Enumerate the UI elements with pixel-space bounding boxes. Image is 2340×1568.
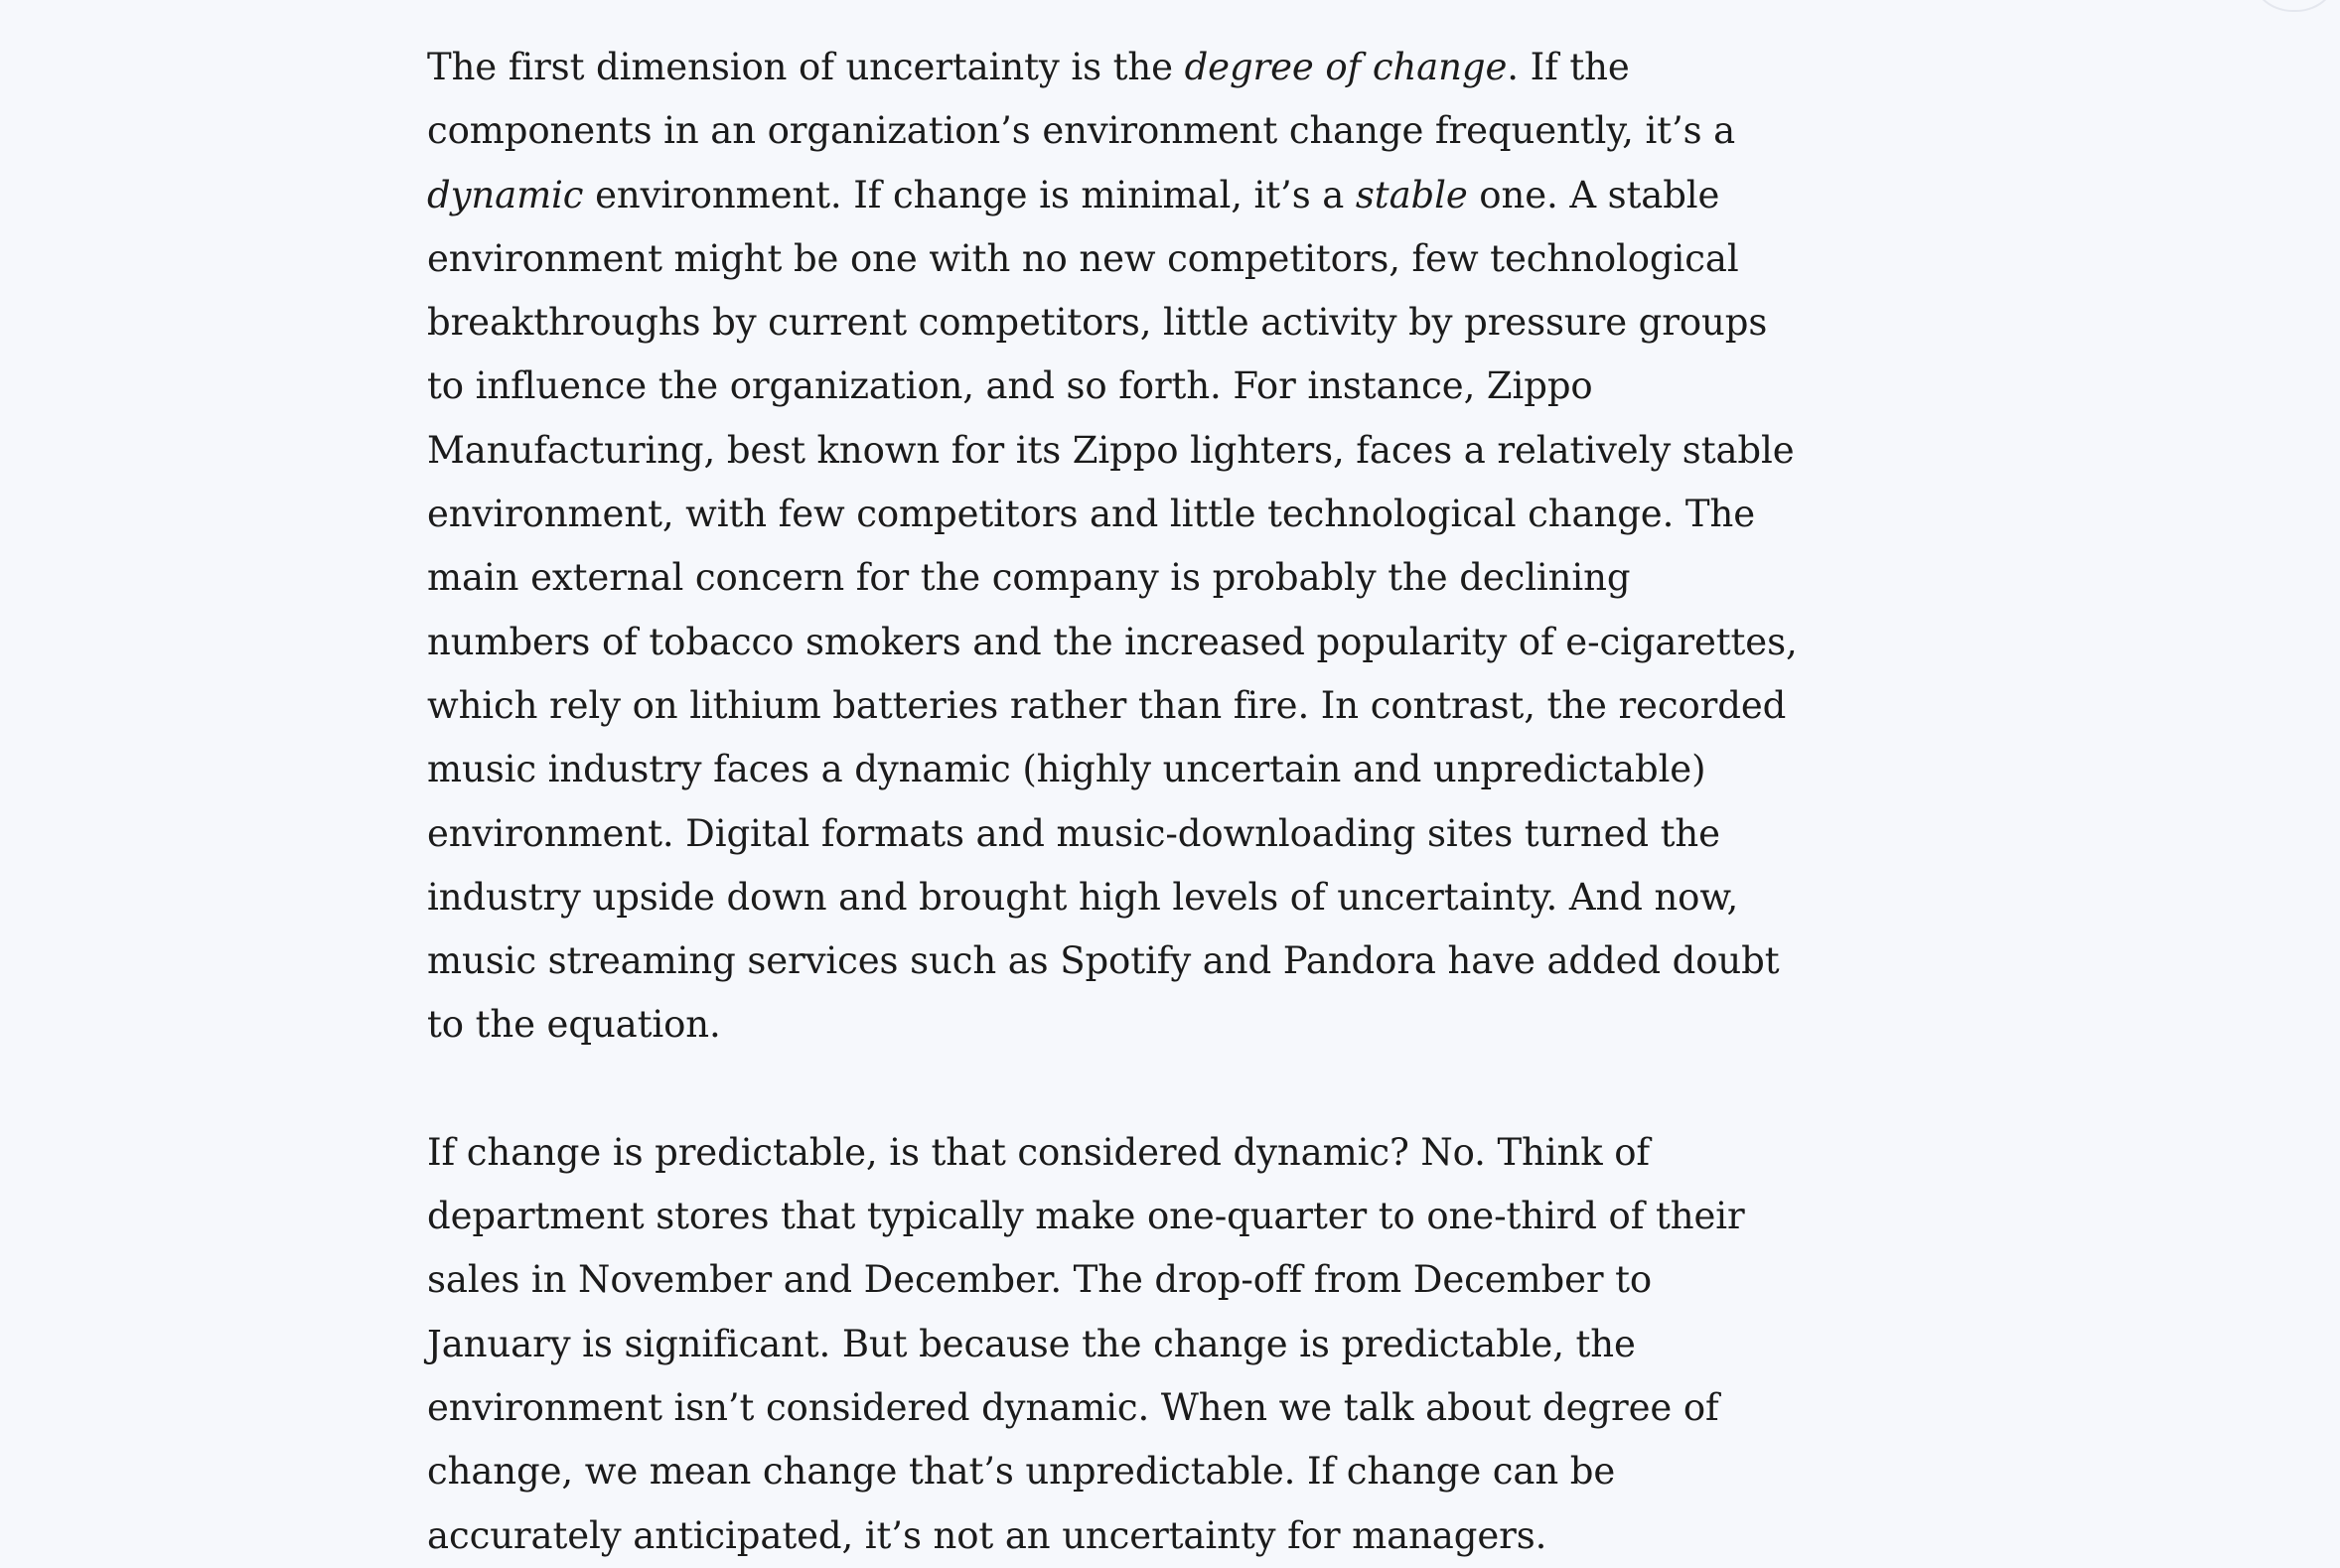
paragraph-predictable-change	[427, 1121, 1798, 1568]
paragraph-degree-of-change	[427, 36, 1798, 1058]
paragraph-text: The first dimension of uncertainty is the	[427, 46, 1185, 88]
term-dynamic: dynamic	[427, 173, 584, 216]
term-degree-of-change: degree of change	[1184, 46, 1508, 88]
paragraph-text: If change is predictable, is that considered dynamic? No. Think of department stores that typically make one-quarter to one-third of their sales in November and December. The drop-off from December to January is significant. But because the change is predictable, the environment isn’t considered dynamic. When we talk about degree of change, we mean change that’s unpredictable. If change can be accurately anticipated, it’s not an uncertainty for managers.	[427, 1130, 1745, 1557]
paragraph-text: . If the components in an organization’s environment change frequently, it’s a	[427, 46, 1736, 153]
paragraph-text: one. A stable environment might be one with no new competitors, few technological breakthroughs by current competitors, little activity by pressure groups to influence the organization, and so forth. For instance, Zippo Manufacturing, best known for its Zippo lighters, faces a relatively stable environment, with few competitors and little technological change. The main external concern for the company is probably the declining numbers of tobacco smokers and the increased popularity of e-cigarettes, which rely on lithium batteries rather than fire. In contrast, the recorded music industry faces a dynamic (highly uncertain and unpredictable) environment. Digital formats and music-downloading sites turned the industry upside down and brought high levels of uncertainty. And now, music streaming services such as Spotify and Pandora have added doubt to the equation.	[427, 173, 1798, 1047]
paragraph-text: environment. If change is minimal, it’s a	[583, 173, 1356, 216]
term-stable: stable	[1355, 173, 1468, 216]
corner-menu-button[interactable]	[2249, 0, 2340, 12]
reading-content	[427, 36, 1798, 1568]
